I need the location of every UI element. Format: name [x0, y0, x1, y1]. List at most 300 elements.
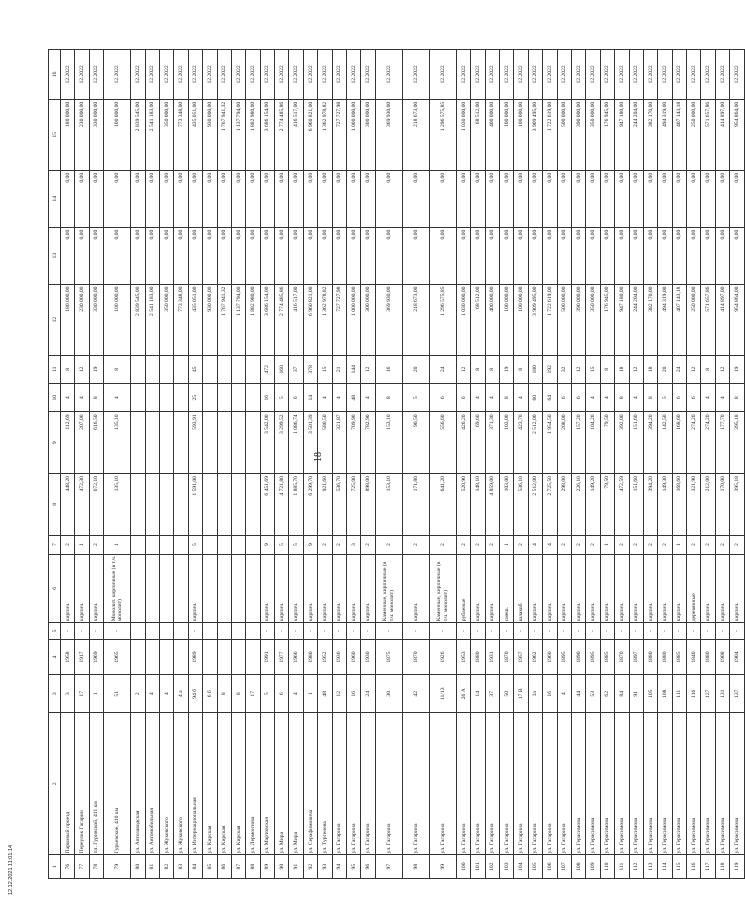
- year-built-cell: 1957: [514, 639, 528, 675]
- house-number-cell: 131: [715, 675, 729, 713]
- total-cost-cell: 414 897,00: [715, 284, 729, 355]
- federal-funds-cell: 0,00: [104, 227, 131, 284]
- total-area-cell: 448,20: [61, 474, 75, 536]
- living-area-cell: 104,20: [586, 412, 600, 474]
- column-number-cell: 12: [49, 284, 61, 355]
- wall-material-cell: шлакоб.: [514, 554, 528, 623]
- year-overhaul-cell: -: [303, 623, 317, 640]
- completion-date-cell: 12.2022: [600, 50, 614, 100]
- residents-cell: [217, 355, 231, 383]
- print-timestamp: 12.12.2021 11:01:14: [8, 844, 14, 895]
- completion-date-cell: 12.2022: [104, 50, 131, 100]
- total-area-cell: [217, 474, 231, 536]
- house-number-cell: 48: [318, 675, 332, 713]
- total-cost-cell: 382 170,00: [643, 284, 657, 355]
- year-built-cell: 1870: [499, 639, 513, 675]
- regional-funds-cell: 0,00: [347, 170, 361, 227]
- regional-funds-cell: 0,00: [672, 170, 686, 227]
- living-area-cell: [131, 412, 145, 474]
- regional-funds-cell: 0,00: [145, 170, 159, 227]
- row-number-cell: 76: [61, 855, 75, 879]
- year-built-cell: 1989: [188, 639, 202, 675]
- row-number-cell: 92: [303, 855, 317, 879]
- local-funds-cell: 1 137 794,00: [231, 99, 245, 170]
- local-funds-cell: 100 000,00: [514, 99, 528, 170]
- wall-material-cell: кирпич.: [658, 554, 672, 623]
- apartments-cell: 5: [658, 384, 672, 412]
- completion-date-cell: 12.2022: [629, 50, 643, 100]
- year-built-cell: 1960: [543, 639, 557, 675]
- apartments-cell: 25: [188, 384, 202, 412]
- street-name-cell: ул. Гагарина: [485, 713, 499, 855]
- local-funds-cell: 500 000,00: [557, 99, 571, 170]
- wall-material-cell: деревянные: [687, 554, 701, 623]
- table-row: [514, 50, 528, 879]
- living-area-cell: 69,60: [471, 412, 485, 474]
- total-area-cell: 921,60: [318, 474, 332, 536]
- federal-funds-cell: 0,00: [347, 227, 361, 284]
- apartments-cell: [231, 384, 245, 412]
- regional-funds-cell: 0,00: [456, 170, 470, 227]
- column-number-cell: 9: [49, 412, 61, 474]
- row-number-cell: 89: [260, 855, 274, 879]
- year-built-cell: 1930: [361, 639, 375, 675]
- wall-material-cell: кирпич.: [471, 554, 485, 623]
- year-overhaul-cell: -: [629, 623, 643, 640]
- regional-funds-cell: 0,00: [289, 170, 303, 227]
- residents-cell: 18: [643, 355, 657, 383]
- housing-program-table: [48, 49, 745, 879]
- completion-date-cell: 12.2022: [332, 50, 346, 100]
- residents-cell: 8: [701, 355, 715, 383]
- completion-date-cell: 12.2022: [174, 50, 188, 100]
- completion-date-cell: 12.2022: [471, 50, 485, 100]
- house-number-cell: 5: [260, 675, 274, 713]
- federal-funds-cell: 0,00: [429, 227, 456, 284]
- total-cost-cell: 727 727,98: [332, 284, 346, 355]
- table-row: [701, 50, 715, 879]
- apartments-cell: [131, 384, 145, 412]
- completion-date-cell: 12.2022: [715, 50, 729, 100]
- living-area-cell: 151,60: [629, 412, 643, 474]
- federal-funds-cell: 0,00: [131, 227, 145, 284]
- row-number-cell: 104: [514, 855, 528, 879]
- residents-cell: 378: [303, 355, 317, 383]
- street-name-cell: ул. Гагарина: [332, 713, 346, 855]
- floors-cell: [131, 535, 145, 554]
- apartments-cell: 6: [687, 384, 701, 412]
- completion-date-cell: 12.2022: [75, 50, 89, 100]
- local-funds-cell: 1 030 000,00: [456, 99, 470, 170]
- floors-cell: 2: [514, 535, 528, 554]
- local-funds-cell: 947 180,00: [615, 99, 629, 170]
- total-area-cell: 103,00: [499, 474, 513, 536]
- year-overhaul-cell: -: [499, 623, 513, 640]
- living-area-cell: 3 501,39: [303, 412, 317, 474]
- table-row: [571, 50, 585, 879]
- local-funds-cell: 3 909 495,00: [528, 99, 542, 170]
- table-row: [303, 50, 317, 879]
- living-area-cell: 709,90: [347, 412, 361, 474]
- regional-funds-cell: 0,00: [246, 170, 260, 227]
- wall-material-cell: [203, 554, 217, 623]
- apartments-cell: 6: [571, 384, 585, 412]
- total-cost-cell: 1 767 941,32: [217, 284, 231, 355]
- table-row: [586, 50, 600, 879]
- street-name-cell: ул. Герасимова: [672, 713, 686, 855]
- residents-cell: 180: [528, 355, 542, 383]
- street-name-cell: ул. Гагарина: [499, 713, 513, 855]
- floors-cell: 2: [557, 535, 571, 554]
- floors-cell: 5: [275, 535, 289, 554]
- row-number-cell: 87: [231, 855, 245, 879]
- year-built-cell: 1880: [471, 639, 485, 675]
- floors-cell: [231, 535, 245, 554]
- total-cost-cell: 500 000,00: [557, 284, 571, 355]
- floors-cell: 2: [318, 535, 332, 554]
- federal-funds-cell: 0,00: [687, 227, 701, 284]
- row-number-cell: 95: [347, 855, 361, 879]
- year-built-cell: 1870: [402, 639, 429, 675]
- local-funds-cell: 727 727,98: [332, 99, 346, 170]
- apartments-cell: 6: [456, 384, 470, 412]
- year-built-cell: 1931: [485, 639, 499, 675]
- local-funds-cell: 773 348,00: [174, 99, 188, 170]
- house-number-cell: 14: [471, 675, 485, 713]
- regional-funds-cell: 0,00: [75, 170, 89, 227]
- apartments-cell: 4: [318, 384, 332, 412]
- federal-funds-cell: 0,00: [246, 227, 260, 284]
- federal-funds-cell: 0,00: [456, 227, 470, 284]
- year-built-cell: [246, 639, 260, 675]
- completion-date-cell: 12.2022: [131, 50, 145, 100]
- local-funds-cell: 244 204,00: [629, 99, 643, 170]
- street-name-cell: ул. Герасимова: [715, 713, 729, 855]
- floors-cell: [159, 535, 173, 554]
- total-cost-cell: 68 512,00: [471, 284, 485, 355]
- living-area-cell: [231, 412, 245, 474]
- federal-funds-cell: 0,00: [75, 227, 89, 284]
- local-funds-cell: 330 000,00: [89, 99, 103, 170]
- apartments-cell: 8: [89, 384, 103, 412]
- regional-funds-cell: 0,00: [361, 170, 375, 227]
- row-number-cell: 80: [131, 855, 145, 879]
- year-built-cell: 1880: [658, 639, 672, 675]
- house-number-cell: 8: [231, 675, 245, 713]
- living-area-cell: 142,50: [658, 412, 672, 474]
- floors-cell: 2: [361, 535, 375, 554]
- year-built-cell: 1870: [615, 639, 629, 675]
- house-number-cell: 1а: [528, 675, 542, 713]
- federal-funds-cell: 0,00: [61, 227, 75, 284]
- apartments-cell: 16: [260, 384, 274, 412]
- row-number-cell: 77: [75, 855, 89, 879]
- living-area-cell: 394,20: [643, 412, 657, 474]
- row-number-cell: 86: [217, 855, 231, 879]
- house-number-cell: 6: [275, 675, 289, 713]
- year-overhaul-cell: -: [687, 623, 701, 640]
- living-area-cell: 90,50: [402, 412, 429, 474]
- residents-cell: 472: [260, 355, 274, 383]
- apartments-cell: 8: [375, 384, 402, 412]
- residents-cell: 24: [672, 355, 686, 383]
- local-funds-cell: 416 517,00: [289, 99, 303, 170]
- total-cost-cell: 100 000,00: [499, 284, 513, 355]
- year-overhaul-cell: -: [672, 623, 686, 640]
- total-area-cell: 148,10: [471, 474, 485, 536]
- row-number-cell: 105: [528, 855, 542, 879]
- total-cost-cell: 100 000,00: [104, 284, 131, 355]
- regional-funds-cell: 0,00: [174, 170, 188, 227]
- row-number-cell: 103: [499, 855, 513, 879]
- row-number-cell: 118: [715, 855, 729, 879]
- street-name-cell: ул. Герасимова: [643, 713, 657, 855]
- table-row: [347, 50, 361, 879]
- wall-material-cell: кирпич.: [61, 554, 75, 623]
- year-built-cell: 1895: [586, 639, 600, 675]
- street-name-cell: ул. Жуковского: [159, 713, 173, 855]
- floors-cell: 2: [586, 535, 600, 554]
- federal-funds-cell: 0,00: [174, 227, 188, 284]
- regional-funds-cell: 0,00: [159, 170, 173, 227]
- residents-cell: 160: [275, 355, 289, 383]
- completion-date-cell: 12.2022: [571, 50, 585, 100]
- wall-material-cell: кирпич.: [715, 554, 729, 623]
- total-area-cell: [231, 474, 245, 536]
- floors-cell: 3: [347, 535, 361, 554]
- street-name-cell: ул. Кирская: [203, 713, 217, 855]
- local-funds-cell: 2 541 183,00: [145, 99, 159, 170]
- street-name-cell: ул. Кирская: [217, 713, 231, 855]
- wall-material-cell: кирпич.: [89, 554, 103, 623]
- house-number-cell: 62: [600, 675, 614, 713]
- wall-material-cell: [131, 554, 145, 623]
- year-built-cell: 1958: [61, 639, 75, 675]
- regional-funds-cell: 0,00: [600, 170, 614, 227]
- completion-date-cell: 12.2022: [456, 50, 470, 100]
- total-cost-cell: 230 000,00: [75, 284, 89, 355]
- house-number-cell: 51: [104, 675, 131, 713]
- total-area-cell: 168,60: [672, 474, 686, 536]
- local-funds-cell: 3 686 154,00: [260, 99, 274, 170]
- apartments-cell: 6: [289, 384, 303, 412]
- floors-cell: [174, 535, 188, 554]
- street-name-cell: ул. Герасимова: [586, 713, 600, 855]
- living-area-cell: [174, 412, 188, 474]
- year-built-cell: 1885: [600, 639, 614, 675]
- year-overhaul-cell: -: [715, 623, 729, 640]
- floors-cell: 2: [429, 535, 456, 554]
- street-name-cell: ул. Герасимова: [615, 713, 629, 855]
- house-number-cell: 127: [701, 675, 715, 713]
- living-area-cell: [145, 412, 159, 474]
- living-area-cell: 426,20: [456, 412, 470, 474]
- apartments-cell: 8: [615, 384, 629, 412]
- completion-date-cell: 12.2022: [217, 50, 231, 100]
- row-number-cell: 78: [89, 855, 103, 879]
- total-area-cell: 171,80: [402, 474, 429, 536]
- house-number-cell: 16: [347, 675, 361, 713]
- residents-cell: 45: [188, 355, 202, 383]
- house-number-cell: 94 б: [188, 675, 202, 713]
- federal-funds-cell: 0,00: [701, 227, 715, 284]
- floors-cell: 2: [571, 535, 585, 554]
- rotated-table-container: [48, 49, 740, 879]
- apartments-cell: 64: [543, 384, 557, 412]
- apartments-cell: 60: [528, 384, 542, 412]
- living-area-cell: 321,87: [332, 412, 346, 474]
- year-overhaul-cell: [203, 623, 217, 640]
- wall-material-cell: кирпич.: [629, 554, 643, 623]
- residents-cell: 37: [289, 355, 303, 383]
- house-number-cell: 6 б: [203, 675, 217, 713]
- house-number-cell: 42: [402, 675, 429, 713]
- street-name-cell: ул. Гагарина: [402, 713, 429, 855]
- total-cost-cell: 435 051,00: [188, 284, 202, 355]
- living-area-cell: 1 954,50: [543, 412, 557, 474]
- table-row: [89, 50, 103, 879]
- floors-cell: 2: [658, 535, 672, 554]
- floors-cell: 9: [260, 535, 274, 554]
- wall-material-cell: [145, 554, 159, 623]
- total-area-cell: 1 591,00: [188, 474, 202, 536]
- year-overhaul-cell: -: [643, 623, 657, 640]
- floors-cell: 2: [61, 535, 75, 554]
- total-area-cell: 149,30: [658, 474, 672, 536]
- federal-funds-cell: 0,00: [730, 227, 744, 284]
- year-overhaul-cell: [145, 623, 159, 640]
- regional-funds-cell: 0,00: [730, 170, 744, 227]
- total-cost-cell: 300 000,00: [361, 284, 375, 355]
- table-body: [61, 50, 745, 879]
- total-area-cell: 298,00: [557, 474, 571, 536]
- regional-funds-cell: 0,00: [260, 170, 274, 227]
- regional-funds-cell: 0,00: [188, 170, 202, 227]
- residents-cell: 32: [557, 355, 571, 383]
- total-area-cell: 4 859,00: [485, 474, 499, 536]
- living-area-cell: [159, 412, 173, 474]
- regional-funds-cell: 0,00: [514, 170, 528, 227]
- year-overhaul-cell: -: [543, 623, 557, 640]
- apartments-cell: 4: [701, 384, 715, 412]
- street-name-cell: ул. Гагарина: [375, 713, 402, 855]
- row-number-cell: 110: [600, 855, 614, 879]
- total-area-cell: [145, 474, 159, 536]
- table-row: [658, 50, 672, 879]
- house-number-cell: 17: [246, 675, 260, 713]
- floors-cell: 2: [89, 535, 103, 554]
- house-number-cell: 116: [687, 675, 701, 713]
- year-built-cell: 1840: [687, 639, 701, 675]
- year-built-cell: 1966: [289, 639, 303, 675]
- row-number-cell: 116: [687, 855, 701, 879]
- living-area-cell: 392,00: [615, 412, 629, 474]
- house-number-cell: 4: [557, 675, 571, 713]
- year-built-cell: 1897: [629, 639, 643, 675]
- table-row: [231, 50, 245, 879]
- completion-date-cell: 12.2022: [188, 50, 202, 100]
- residents-cell: [131, 355, 145, 383]
- completion-date-cell: 12.2022: [514, 50, 528, 100]
- federal-funds-cell: 0,00: [289, 227, 303, 284]
- residents-cell: 8: [514, 355, 528, 383]
- regional-funds-cell: 0,00: [89, 170, 103, 227]
- street-name-cell: ул. Мира: [289, 713, 303, 855]
- year-overhaul-cell: -: [658, 623, 672, 640]
- total-area-cell: [131, 474, 145, 536]
- total-cost-cell: 6 960 821,00: [303, 284, 317, 355]
- year-overhaul-cell: -: [75, 623, 89, 640]
- total-area-cell: 149,20: [586, 474, 600, 536]
- federal-funds-cell: 0,00: [528, 227, 542, 284]
- federal-funds-cell: 0,00: [499, 227, 513, 284]
- completion-date-cell: 12.2022: [730, 50, 744, 100]
- residents-cell: 8: [61, 355, 75, 383]
- year-built-cell: 1926: [429, 639, 456, 675]
- local-funds-cell: 350 000,00: [159, 99, 173, 170]
- table-row: [104, 50, 131, 879]
- year-overhaul-cell: -: [701, 623, 715, 640]
- federal-funds-cell: 0,00: [159, 227, 173, 284]
- floors-cell: 1: [672, 535, 686, 554]
- residents-cell: 8: [471, 355, 485, 383]
- total-area-cell: 725,00: [347, 474, 361, 536]
- house-number-cell: 44: [571, 675, 585, 713]
- row-number-cell: 84: [188, 855, 202, 879]
- row-number-cell: 114: [658, 855, 672, 879]
- federal-funds-cell: 0,00: [332, 227, 346, 284]
- wall-material-cell: кирпич.: [318, 554, 332, 623]
- local-funds-cell: 954 864,00: [730, 99, 744, 170]
- floors-cell: 1: [75, 535, 89, 554]
- completion-date-cell: 12.2022: [687, 50, 701, 100]
- row-number-cell: 100: [456, 855, 470, 879]
- local-funds-cell: 1 882 980,00: [246, 99, 260, 170]
- completion-date-cell: 12.2022: [89, 50, 103, 100]
- house-number-cell: 1: [303, 675, 317, 713]
- living-area-cell: 782,90: [361, 412, 375, 474]
- year-overhaul-cell: -: [104, 623, 131, 640]
- wall-material-cell: кирпич.: [528, 554, 542, 623]
- column-number-cell: 5: [49, 623, 61, 640]
- house-number-cell: 111: [672, 675, 686, 713]
- residents-cell: 12: [629, 355, 643, 383]
- residents-cell: 144: [347, 355, 361, 383]
- total-area-cell: 536,70: [332, 474, 346, 536]
- living-area-cell: 207,00: [75, 412, 89, 474]
- completion-date-cell: 12.2022: [528, 50, 542, 100]
- wall-material-cell: кирпич.: [361, 554, 375, 623]
- completion-date-cell: 12.2022: [375, 50, 402, 100]
- year-overhaul-cell: -: [89, 623, 103, 640]
- completion-date-cell: 12.2022: [557, 50, 571, 100]
- apartments-cell: [174, 384, 188, 412]
- residents-cell: 18: [615, 355, 629, 383]
- apartments-cell: 48: [347, 384, 361, 412]
- regional-funds-cell: 0,00: [701, 170, 715, 227]
- year-built-cell: 1917: [75, 639, 89, 675]
- table-row: [672, 50, 686, 879]
- apartments-cell: 5: [275, 384, 289, 412]
- completion-date-cell: 12.2022: [615, 50, 629, 100]
- total-cost-cell: 2 774 485,86: [275, 284, 289, 355]
- total-area-cell: 520,90: [456, 474, 470, 536]
- apartments-cell: 8: [643, 384, 657, 412]
- street-name-cell: ул. Мартовская: [260, 713, 274, 855]
- year-overhaul-cell: -: [485, 623, 499, 640]
- living-area-cell: 593,91: [188, 412, 202, 474]
- wall-material-cell: кирпич.: [730, 554, 744, 623]
